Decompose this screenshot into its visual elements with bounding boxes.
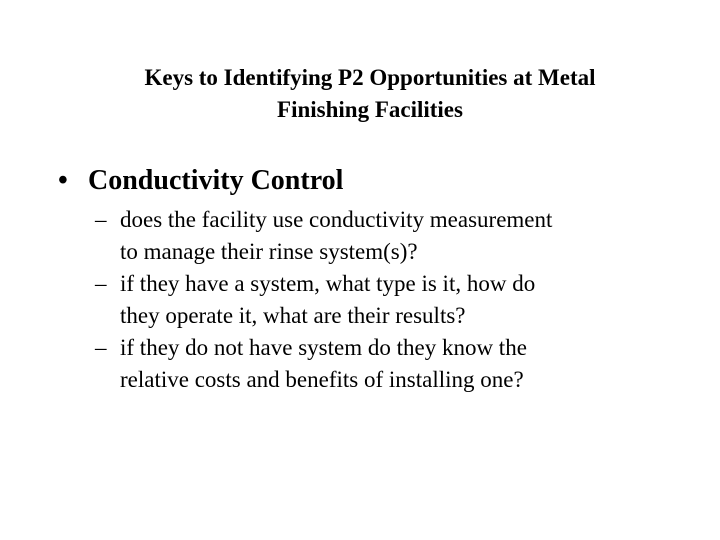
sub-bullet-line: if they have a system, what type is it, how do bbox=[120, 271, 536, 296]
sub-bullet-line: they operate it, what are their results? bbox=[120, 303, 466, 328]
bullet-marker: • bbox=[58, 165, 68, 196]
main-bullet bbox=[58, 163, 343, 199]
sub-bullet-line: relative costs and benefits of installing one? bbox=[120, 367, 524, 392]
slide-title-line-1: Keys to Identifying P2 Opportunities at Metal bbox=[144, 65, 596, 90]
sub-bullet-line: to manage their rinse system(s)? bbox=[120, 239, 418, 264]
sub-bullet-list bbox=[95, 204, 695, 396]
bullet-heading: Conductivity Control bbox=[88, 165, 344, 196]
sub-bullet-item bbox=[95, 268, 695, 332]
sub-bullet-line: does the facility use conductivity measurement bbox=[120, 207, 553, 232]
sub-bullet-item bbox=[95, 332, 695, 396]
slide-title bbox=[60, 62, 680, 126]
dash-marker: – bbox=[95, 271, 107, 296]
slide-title-line-2: Finishing Facilities bbox=[277, 97, 463, 122]
sub-bullet-item bbox=[95, 204, 695, 268]
dash-marker: – bbox=[95, 335, 107, 360]
sub-bullet-line: if they do not have system do they know the bbox=[120, 335, 527, 360]
dash-marker: – bbox=[95, 207, 107, 232]
